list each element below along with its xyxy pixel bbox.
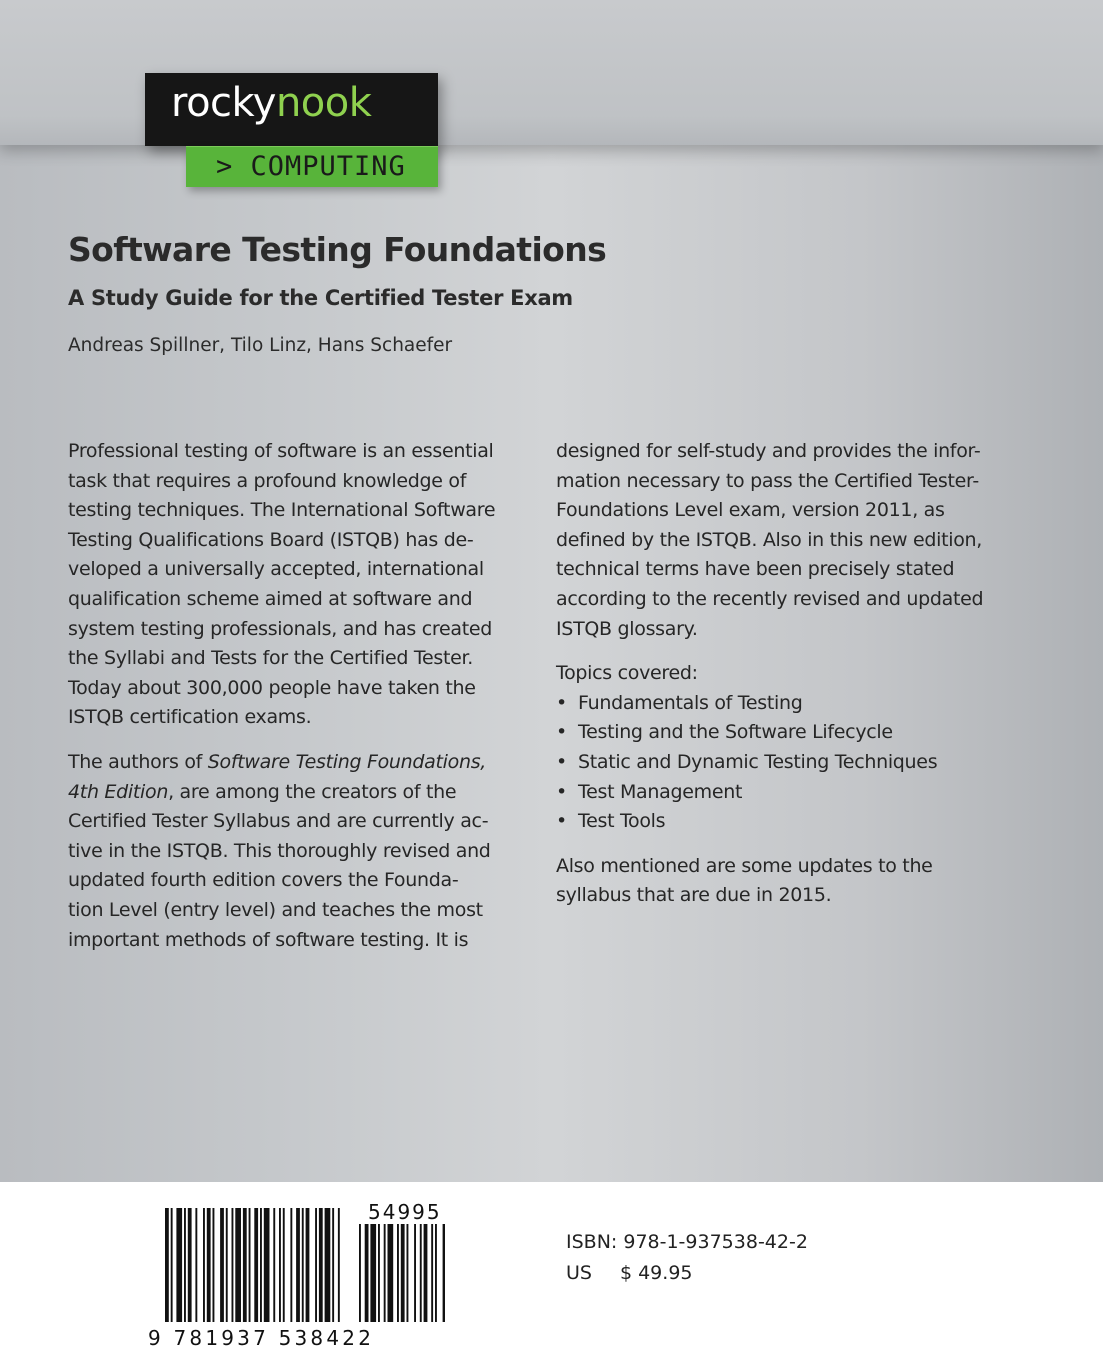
text-line: ISTQB glossary. — [556, 617, 698, 640]
publisher-logo-text — [171, 80, 371, 126]
barcode-bar — [401, 1224, 405, 1322]
text-line: tion Level (entry level) and teaches the most — [68, 898, 483, 921]
barcode-bar — [213, 1208, 215, 1322]
bullet-icon: • — [556, 810, 567, 833]
barcode-bar — [306, 1208, 310, 1322]
description-paragraph-1 — [68, 437, 508, 733]
text-run: , are among the creators of the — [168, 780, 457, 803]
barcode-bar — [243, 1208, 247, 1322]
barcode-bar — [431, 1224, 433, 1322]
description-left-column — [68, 437, 508, 955]
text-line: important methods of software testing. It is — [68, 928, 469, 951]
description-paragraph-3 — [556, 437, 996, 644]
text-line: system testing professionals, and has created — [68, 617, 493, 640]
text-line: according to the recently revised and updated — [556, 587, 984, 610]
barcode-bar — [414, 1224, 416, 1322]
closing-paragraph — [556, 852, 996, 911]
list-item — [556, 748, 996, 778]
barcode-bar — [332, 1208, 334, 1322]
topics-heading: Topics covered: — [556, 662, 698, 685]
barcode-bar — [319, 1208, 323, 1322]
barcode-bar — [424, 1224, 428, 1322]
barcode-bar — [338, 1208, 340, 1322]
barcode-bar — [195, 1208, 197, 1322]
barcode-bar — [315, 1208, 317, 1322]
bullet-icon: • — [556, 721, 567, 744]
barcode-price-code: 54995 — [368, 1200, 442, 1224]
topic-label: Testing and the Software Lifecycle — [578, 721, 893, 744]
barcode-bar — [407, 1224, 409, 1322]
list-item — [556, 718, 996, 748]
topic-label: Fundamentals of Testing — [578, 691, 803, 714]
book-title-italic: Software Testing Foundations, — [207, 750, 487, 773]
list-item — [556, 778, 996, 808]
text-line: mation necessary to pass the Certified Tester- — [556, 469, 979, 492]
barcode-bar — [370, 1224, 376, 1322]
book-subtitle: A Study Guide for the Certified Tester Exam — [68, 286, 573, 310]
barcode-bar — [290, 1208, 292, 1322]
text-line: Testing Qualifications Board (ISTQB) has de- — [68, 528, 474, 551]
barcode-bar — [220, 1208, 224, 1322]
barcode-isbn-digits: 9 781937 538422 — [148, 1326, 375, 1350]
isbn-label: ISBN: 978-1-937538-42-2 — [566, 1231, 808, 1253]
bullet-icon: • — [556, 780, 567, 803]
text-line: Professional testing of software is an essential — [68, 440, 494, 462]
logo-nook: nook — [275, 80, 372, 126]
book-title: Software Testing Foundations — [68, 230, 607, 269]
text-line: designed for self-study and provides the infor- — [556, 440, 981, 462]
text-line — [68, 778, 508, 808]
text-line: syllabus that are due in 2015. — [556, 884, 832, 907]
barcode-bar — [207, 1208, 211, 1322]
category-tag-label: > COMPUTING — [216, 151, 406, 182]
text-line: Certified Tester Syllabus and are currently ac- — [68, 810, 489, 833]
list-item — [556, 807, 996, 837]
text-line — [68, 748, 508, 778]
barcode-bar — [365, 1224, 369, 1322]
text-line: defined by the ISTQB. Also in this new edition, — [556, 528, 983, 551]
barcode-bar — [235, 1208, 241, 1322]
price-row — [566, 1258, 808, 1289]
bullet-icon: • — [556, 750, 567, 773]
barcode-bar — [397, 1224, 399, 1322]
barcode-bar — [176, 1208, 182, 1322]
topics-list — [556, 689, 996, 837]
edition-italic: 4th Edition — [68, 780, 169, 803]
description-right-column — [556, 437, 996, 911]
text-line: veloped a universally accepted, international — [68, 558, 484, 581]
barcode-bar — [171, 1208, 173, 1322]
text-line: qualification scheme aimed at software and — [68, 587, 473, 610]
barcode-bar — [325, 1208, 331, 1322]
topic-label: Test Management — [578, 780, 743, 803]
text-line: Foundations Level exam, version 2011, as — [556, 499, 945, 522]
barcode-bar — [226, 1208, 228, 1322]
description-paragraph-2 — [68, 748, 508, 955]
barcode-bar — [264, 1208, 270, 1322]
text-line: testing techniques. The International Software — [68, 499, 496, 522]
barcode-bar — [283, 1208, 285, 1322]
barcode-bar — [420, 1224, 422, 1322]
barcode-bar — [260, 1208, 262, 1322]
isbn-price-block — [566, 1227, 808, 1289]
barcode-bar — [188, 1208, 192, 1322]
text-run: The authors of — [68, 750, 208, 773]
barcode-bar — [302, 1208, 304, 1322]
logo-rocky: rocky — [171, 80, 276, 126]
topic-label: Static and Dynamic Testing Techniques — [578, 750, 938, 773]
barcode-bar — [165, 1208, 169, 1322]
text-line: tive in the ISTQB. This thoroughly revised and — [68, 839, 491, 862]
book-authors: Andreas Spillner, Tilo Linz, Hans Schaefer — [68, 335, 453, 356]
barcode-bar — [254, 1208, 258, 1322]
barcode-bar — [378, 1224, 380, 1322]
price-label: $ 49.95 — [619, 1262, 693, 1284]
barcode — [147, 1200, 449, 1350]
barcode-bar — [203, 1208, 205, 1322]
topic-label: Test Tools — [578, 810, 666, 833]
category-tag — [186, 146, 438, 187]
text-line: task that requires a profound knowledge of — [68, 469, 467, 492]
barcode-bar — [443, 1224, 445, 1322]
barcode-bar — [184, 1208, 186, 1322]
text-line: the Syllabi and Tests for the Certified Tester. — [68, 647, 473, 670]
barcode-bar — [435, 1224, 437, 1322]
barcode-bar — [273, 1208, 275, 1322]
barcode-bar — [232, 1208, 234, 1322]
barcode-bar — [249, 1208, 251, 1322]
barcode-bar — [279, 1208, 281, 1322]
barcode-bar — [388, 1224, 394, 1322]
text-line: Today about 300,000 people have taken the — [68, 676, 476, 699]
text-line: Also mentioned are some updates to the — [556, 854, 933, 877]
currency-label: US — [566, 1262, 592, 1284]
publisher-logo — [145, 73, 438, 146]
list-item — [556, 689, 996, 719]
barcode-bar — [296, 1208, 300, 1322]
bullet-icon: • — [556, 691, 567, 714]
barcode-bar — [384, 1224, 386, 1322]
text-line: updated fourth edition covers the Founda- — [68, 869, 459, 892]
text-line: technical terms have been precisely stated — [556, 558, 955, 581]
text-line: ISTQB certification exams. — [68, 706, 312, 729]
barcode-bar — [359, 1224, 361, 1322]
